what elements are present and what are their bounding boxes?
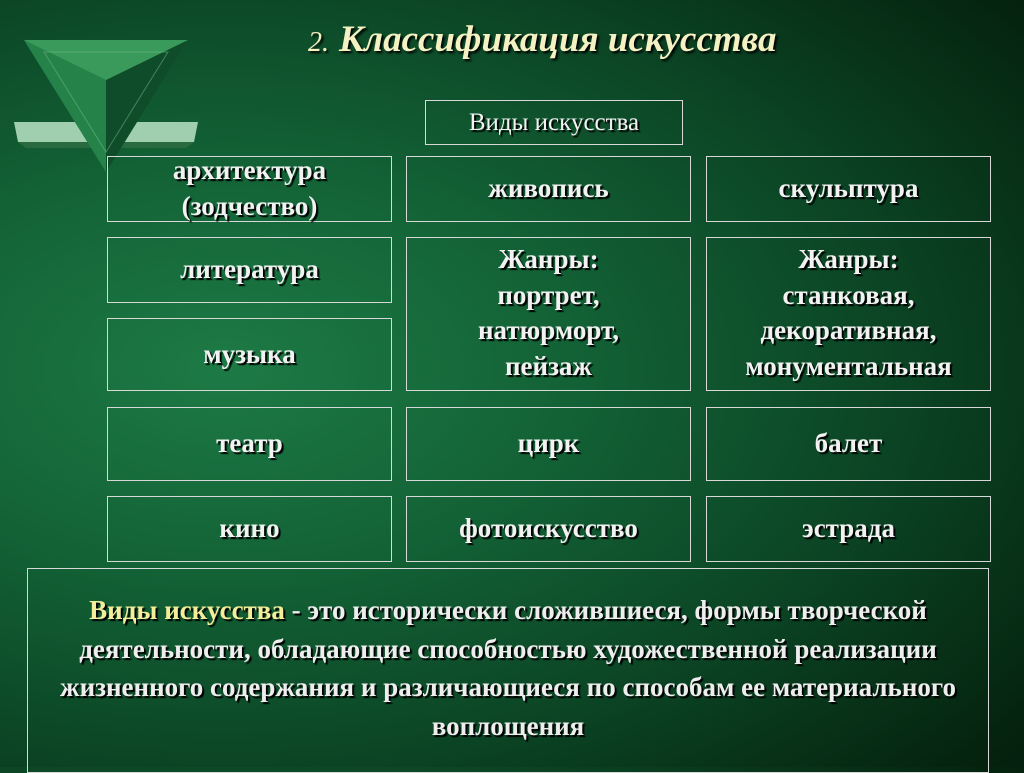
sculpture-genres-box [706,237,991,391]
genre-still-life: натюрморт, [477,315,620,346]
page-title [308,18,776,61]
title-text: Классификация искусства [339,19,777,60]
art-types-heading: Виды искусства [425,100,683,145]
theatre-box: театр [107,407,392,481]
definition-box [27,568,989,773]
painting-genres-box [406,237,691,391]
literature-box: литература [107,237,392,303]
definition-term: Виды искусства [89,595,285,625]
title-number: 2. [308,27,329,58]
estrada-box: эстрада [706,496,991,562]
sculpture-box: скульптура [706,156,991,222]
genre-easel: станковая, [782,279,915,310]
definition-text: - это исторически сложившиеся, формы творческой деятельности, обладающие способностью художественной реализации жизненного содержания и различающиеся по способам ее материального воплощения [60,595,956,741]
genre-portrait: портрет, [497,279,600,310]
photography-box: фотоискусство [406,496,691,562]
painting-genres-label: Жанры: [498,244,599,274]
genre-monumental: монументальная [745,350,952,381]
cinema-box: кино [107,496,392,562]
painting-box: живопись [406,156,691,222]
architecture-box: архитектура (зодчество) [107,156,392,222]
sculpture-genres-label: Жанры: [798,244,899,274]
circus-box: цирк [406,407,691,481]
genre-decorative: декоративная, [760,315,937,346]
music-box: музыка [107,318,392,391]
ballet-box: балет [706,407,991,481]
genre-landscape: пейзаж [504,350,593,381]
